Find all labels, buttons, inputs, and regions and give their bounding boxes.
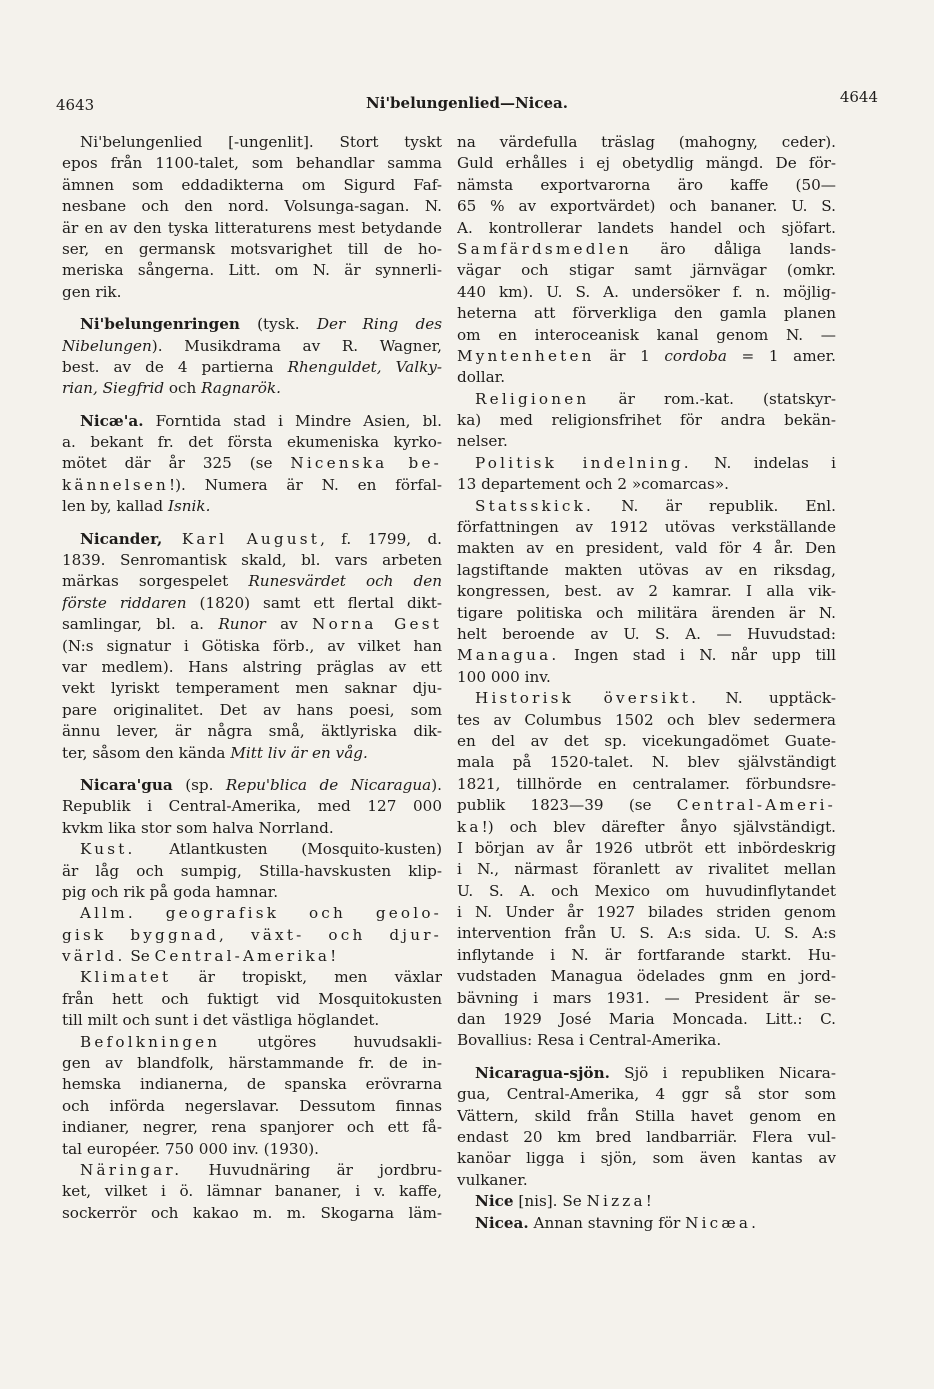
text-line: är låg och sumpig, Stilla-havskusten klip- (62, 861, 442, 880)
text-line: Historisk översikt. N. upptäck- (475, 689, 836, 708)
text-line: dan 1929 José Maria Moncada. Litt.: C. (457, 1010, 836, 1029)
page-header (56, 88, 878, 116)
text-line: och införda negerslavar. Dessutom finnas (62, 1096, 442, 1115)
text-line: 440 km). U. S. A. undersöker f. n. möjlig- (457, 282, 836, 301)
text-line: 100 000 inv. (457, 667, 551, 686)
text-line: 13 departement och 2 »comarcas». (457, 475, 729, 494)
headword: Ni'belungenringen (80, 315, 240, 334)
text-line: a. bekant fr. det första ekumeniska kyrko- (62, 433, 442, 452)
text-line: Nicea. Annan stavning för Nicæa. (475, 1213, 756, 1232)
text-line: mötet där år 325 (se Nicenska be- (62, 454, 442, 473)
text-line: Nicara'gua (sp. Repu'blica de Nicaragua). (80, 775, 442, 794)
text-line: en del av det sp. vicekungadömet Guate- (457, 731, 836, 750)
text-line: inflytande i N. är fortfarande starkt. Hu- (457, 945, 836, 964)
text-line: märkas sorgespelet Runesvärdet och den (62, 572, 442, 591)
text-line: Politisk indelning. N. indelas i (475, 453, 836, 472)
text-line: författningen av 1912 utövas verkställande (457, 518, 836, 537)
text-line: Bovallius: Resa i Central-Amerika. (457, 1031, 722, 1050)
text-line: Nice [nis]. Se Nizza! (475, 1192, 652, 1211)
text-line: förste riddaren (1820) samt ett flertal dikt- (62, 593, 442, 612)
text-line: epos från 1100-talet, som behandlar samma (62, 154, 442, 173)
text-line: Ni'belungenlied [-ungenlit]. Stort tyskt (80, 133, 442, 151)
text-line: vulkaner. (457, 1170, 528, 1189)
entry-nicander (62, 529, 442, 764)
text-line: från hett och fuktigt vid Mosquitokusten (62, 989, 442, 1008)
text-line: kanöar ligga i sjön, som även kantas av (457, 1149, 836, 1168)
text-line: tes av Columbus 1502 och blev sedermera (457, 710, 836, 729)
text-line: lagstiftande makten utövas av en riksdag, (457, 560, 836, 579)
text-line: Kust. Atlantkusten (Mosquito-kusten) (80, 840, 442, 859)
text-line: 65 % av exportvärdet) och bananer. U. S. (457, 197, 836, 216)
text-line: samlingar, bl. a. Runor av Norna Gest (62, 615, 442, 634)
text-line: len by, kallad Isnik. (62, 497, 211, 516)
text-line: Managua. Ingen stad i N. når upp till (457, 646, 836, 665)
right-column (457, 132, 836, 1234)
text-line: nesbane och den nord. Volsunga-sagan. N. (62, 197, 442, 216)
text-line: är en av den tyska litteraturens mest betydande (62, 218, 442, 237)
text-line: mala på 1520-talet. N. blev självständigt (457, 753, 836, 772)
text-line: pig och rik på goda hamnar. (62, 882, 279, 901)
text-line: Nicaragua-sjön. Sjö i republiken Nicara- (475, 1063, 836, 1082)
text-line: Nicæ'a. Forntida stad i Mindre Asien, bl. (80, 411, 442, 430)
text-line: U. S. A. och Mexico om huvudinflytandet (457, 881, 836, 900)
text-line: gen av blandfolk, härstammande fr. de in- (62, 1054, 442, 1073)
entry-nibelungenlied (62, 132, 442, 303)
running-title: Ni'belungenlied—Nicea. (366, 94, 568, 112)
entry-nicaragua-sjon (457, 1063, 836, 1191)
text-line: värld. Se Central-Amerika! (62, 947, 337, 966)
text-line: Vättern, skild från Stilla havet genom en (457, 1106, 836, 1125)
text-line: gen rik. (62, 282, 122, 301)
text-line: gua, Central-Amerika, 4 ggr så stor som (457, 1085, 836, 1104)
text-line: intervention från U. S. A:s sida. U. S. A:s (457, 924, 836, 943)
text-line: hemska indianerna, de spanska erövrarna (62, 1075, 442, 1094)
entry-nicaragua (62, 775, 442, 1224)
text-line: meriska sångerna. Litt. om N. är synnerli- (62, 261, 442, 280)
text-line: ket, vilket i ö. lämnar bananer, i v. kaffe, (62, 1182, 442, 1201)
text-line: dollar. (457, 368, 506, 387)
text-line: ter, såsom den kända Mitt liv är en våg. (62, 743, 368, 762)
text-line: i N., närmast föranlett av rivalitet mellan (457, 860, 836, 879)
text-line: bävning i mars 1931. — President är se- (457, 988, 836, 1007)
text-line: I början av år 1926 utbröt ett inbördeskrig (457, 838, 836, 857)
text-line: om en interoceanisk kanal genom N. — (457, 325, 836, 344)
text-line: (N:s signatur i Götiska förb., av vilket han (62, 636, 442, 655)
text-line: nämsta exportvarorna äro kaffe (50— (457, 175, 836, 194)
text-line: pare originalitet. Det av hans poesi, som (62, 700, 442, 719)
text-line: best. av de 4 partierna Rhenguldet, Valky- (62, 357, 442, 376)
text-line: ämnen som eddadikterna om Sigurd Faf- (62, 175, 442, 194)
entry-nibelungenringen (62, 314, 442, 400)
text-line: ka) med religionsfrihet för andra bekän- (457, 411, 836, 430)
text-line: gisk byggnad, växt- och djur- (62, 925, 442, 944)
text-line: 1839. Senromantisk skald, bl. vars arbeten (62, 551, 442, 570)
headword: Nicara'gua (80, 775, 173, 794)
text-line: Ni'belungenringen (tysk. Der Ring des (80, 315, 442, 334)
text-line: ka!) och blev därefter ånyo självständigt. (457, 817, 836, 836)
text-line: A. kontrollerar landets handel och sjöfart. (457, 218, 836, 237)
entry-nicea (457, 1213, 836, 1234)
text-line: Näringar. Huvudnäring är jordbru- (80, 1160, 442, 1179)
text-line: till milt och sunt i det västliga höglandet. (62, 1011, 380, 1030)
text-line: sockerrör och kakao m. m. Skogarna läm- (62, 1203, 442, 1222)
text-line: Nibelungen). Musikdrama av R. Wagner, (62, 336, 442, 355)
text-line: kongressen, best. av 2 kamrar. I alla vik- (457, 582, 836, 601)
entry-nicaea (62, 411, 442, 518)
headword: Nice (475, 1192, 514, 1211)
text-line: kännelsen!). Numera är N. en förfal- (62, 475, 442, 494)
text-line: Statsskick. N. är republik. Enl. (475, 496, 836, 515)
text-line: ännu lever, är några små, äktlyriska dik- (62, 722, 442, 741)
left-column (62, 132, 442, 1224)
headword: Nicæ'a. (80, 411, 144, 430)
text-line: 1821, tillhörde en centralamer. förbundsre- (457, 774, 836, 793)
text-line: rian, Siegfrid och Ragnarök. (62, 379, 281, 398)
headword: Nicea. (475, 1213, 529, 1232)
text-line: heterna att förverkliga den gamla planen (457, 304, 836, 323)
text-line: kvkm lika stor som halva Norrland. (62, 818, 334, 837)
text-line: vekt lyriskt temperament men saknar dju- (62, 679, 442, 698)
text-line: tal européer. 750 000 inv. (1930). (62, 1139, 319, 1158)
text-line: vägar och stigar samt järnvägar (omkr. (457, 261, 836, 280)
text-line: Myntenheten är 1 cordoba = 1 amer. (457, 346, 836, 365)
page-number-left: 4643 (56, 96, 95, 114)
headword: Nicander, (80, 529, 163, 548)
text-line: tigare politiska och militära ärenden är N. (457, 603, 836, 622)
text-line: nelser. (457, 432, 508, 451)
text-line: na värdefulla träslag (mahogny, ceder). (457, 133, 836, 151)
text-line: ser, en germansk motsvarighet till de ho- (62, 239, 442, 258)
headword: Nicaragua-sjön. (475, 1063, 610, 1082)
entry-nice (457, 1191, 836, 1212)
text-line: publik 1823—39 (se Central-Ameri- (457, 796, 836, 815)
text-line: makten av en president, vald för 4 år. Den (457, 539, 836, 558)
text-line: vudstaden Managua ödelades gnm en jord- (457, 967, 836, 986)
text-line: Allm. geografisk och geolo- (80, 904, 442, 923)
text-line: indianer, negrer, rena spanjorer och ett få- (62, 1118, 442, 1137)
text-line: Republik i Central-Amerika, med 127 000 (62, 797, 442, 816)
text-line: Guld erhålles i ej obetydlig mängd. De för- (457, 154, 836, 173)
text-line: var medlem). Hans alstring präglas av ett (62, 657, 442, 676)
text-line: Befolkningen utgöres huvudsakli- (80, 1032, 442, 1051)
text-line: Nicander, Karl August, f. 1799, d. (80, 529, 442, 548)
page-number-right: 4644 (839, 88, 878, 106)
text-line: Religionen är rom.-kat. (statskyr- (475, 389, 836, 408)
text-line: Klimatet är tropiskt, men växlar (80, 968, 442, 987)
text-line: i N. Under år 1927 bilades striden genom (457, 903, 836, 922)
text-line: helt beroende av U. S. A. — Huvudstad: (457, 624, 836, 643)
text-line: Samfärdsmedlen äro dåliga lands- (457, 239, 836, 258)
text-line: endast 20 km bred landbarriär. Flera vul- (457, 1127, 836, 1146)
